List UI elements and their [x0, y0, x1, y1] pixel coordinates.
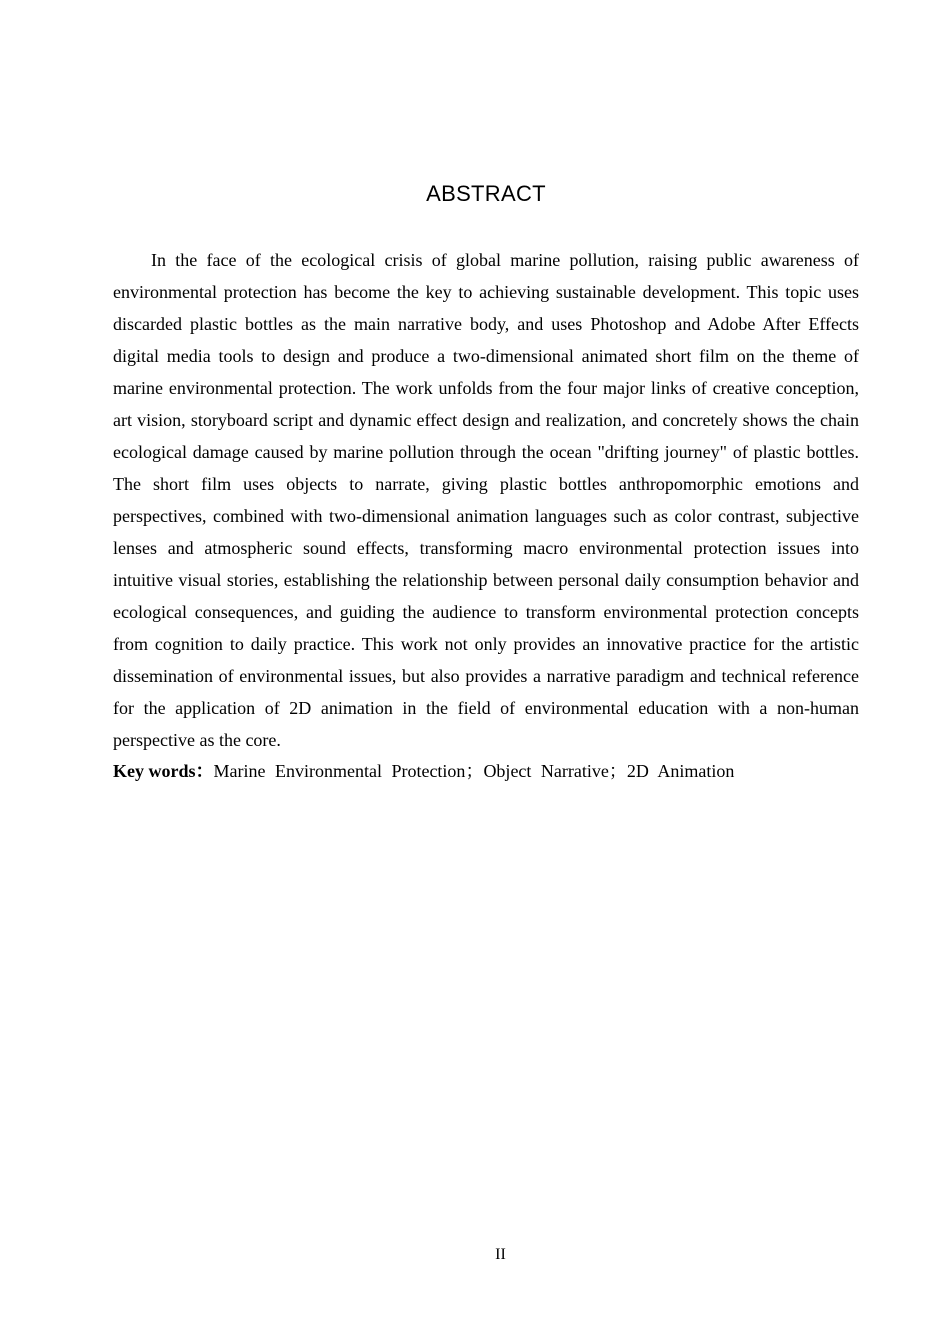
keywords-line — [113, 755, 859, 787]
keyword-separator: ； — [465, 761, 484, 781]
keyword-item: 2D Animation — [626, 761, 735, 781]
abstract-paragraph: In the face of the ecological crisis of global marine pollution, raising public awareness of environmental protection has become the key to achieving sustainable development. This topic uses discarded plastic bottles as the main narrative body, and uses Photoshop and Adobe After Effects digital media tools to design and produce a two-dimensional animated short film on the theme of marine environmental protection. The work unfolds from the four major links of creative conception, art vision, storyboard script and dynamic effect design and realization, and concretely shows the chain ecological damage caused by marine pollution through the ocean "drifting journey" of plastic bottles. The short film uses objects to narrate, giving plastic bottles anthropomorphic emotions and perspectives, combined with two-dimensional animation languages such as color contrast, subjective lenses and atmospheric sound effects, transforming macro environmental protection issues into intuitive visual stories, establishing the relationship between personal daily consumption behavior and ecological consequences, and guiding the audience to transform environmental protection concepts from cognition to daily practice. This work not only provides an innovative practice for the artistic dissemination of environmental issues, but also provides a narrative paradigm and technical reference for the application of 2D animation in the field of environmental education with a non-human perspective as the core. — [113, 250, 859, 750]
keyword-separator: ； — [608, 761, 627, 781]
keyword-item: Object Narrative — [483, 761, 609, 781]
page-number: II — [495, 1246, 506, 1263]
abstract-title: ABSTRACT — [426, 181, 546, 206]
keyword-item: Marine Environmental Protection — [213, 761, 466, 781]
keywords-label: Key words： — [113, 761, 214, 781]
